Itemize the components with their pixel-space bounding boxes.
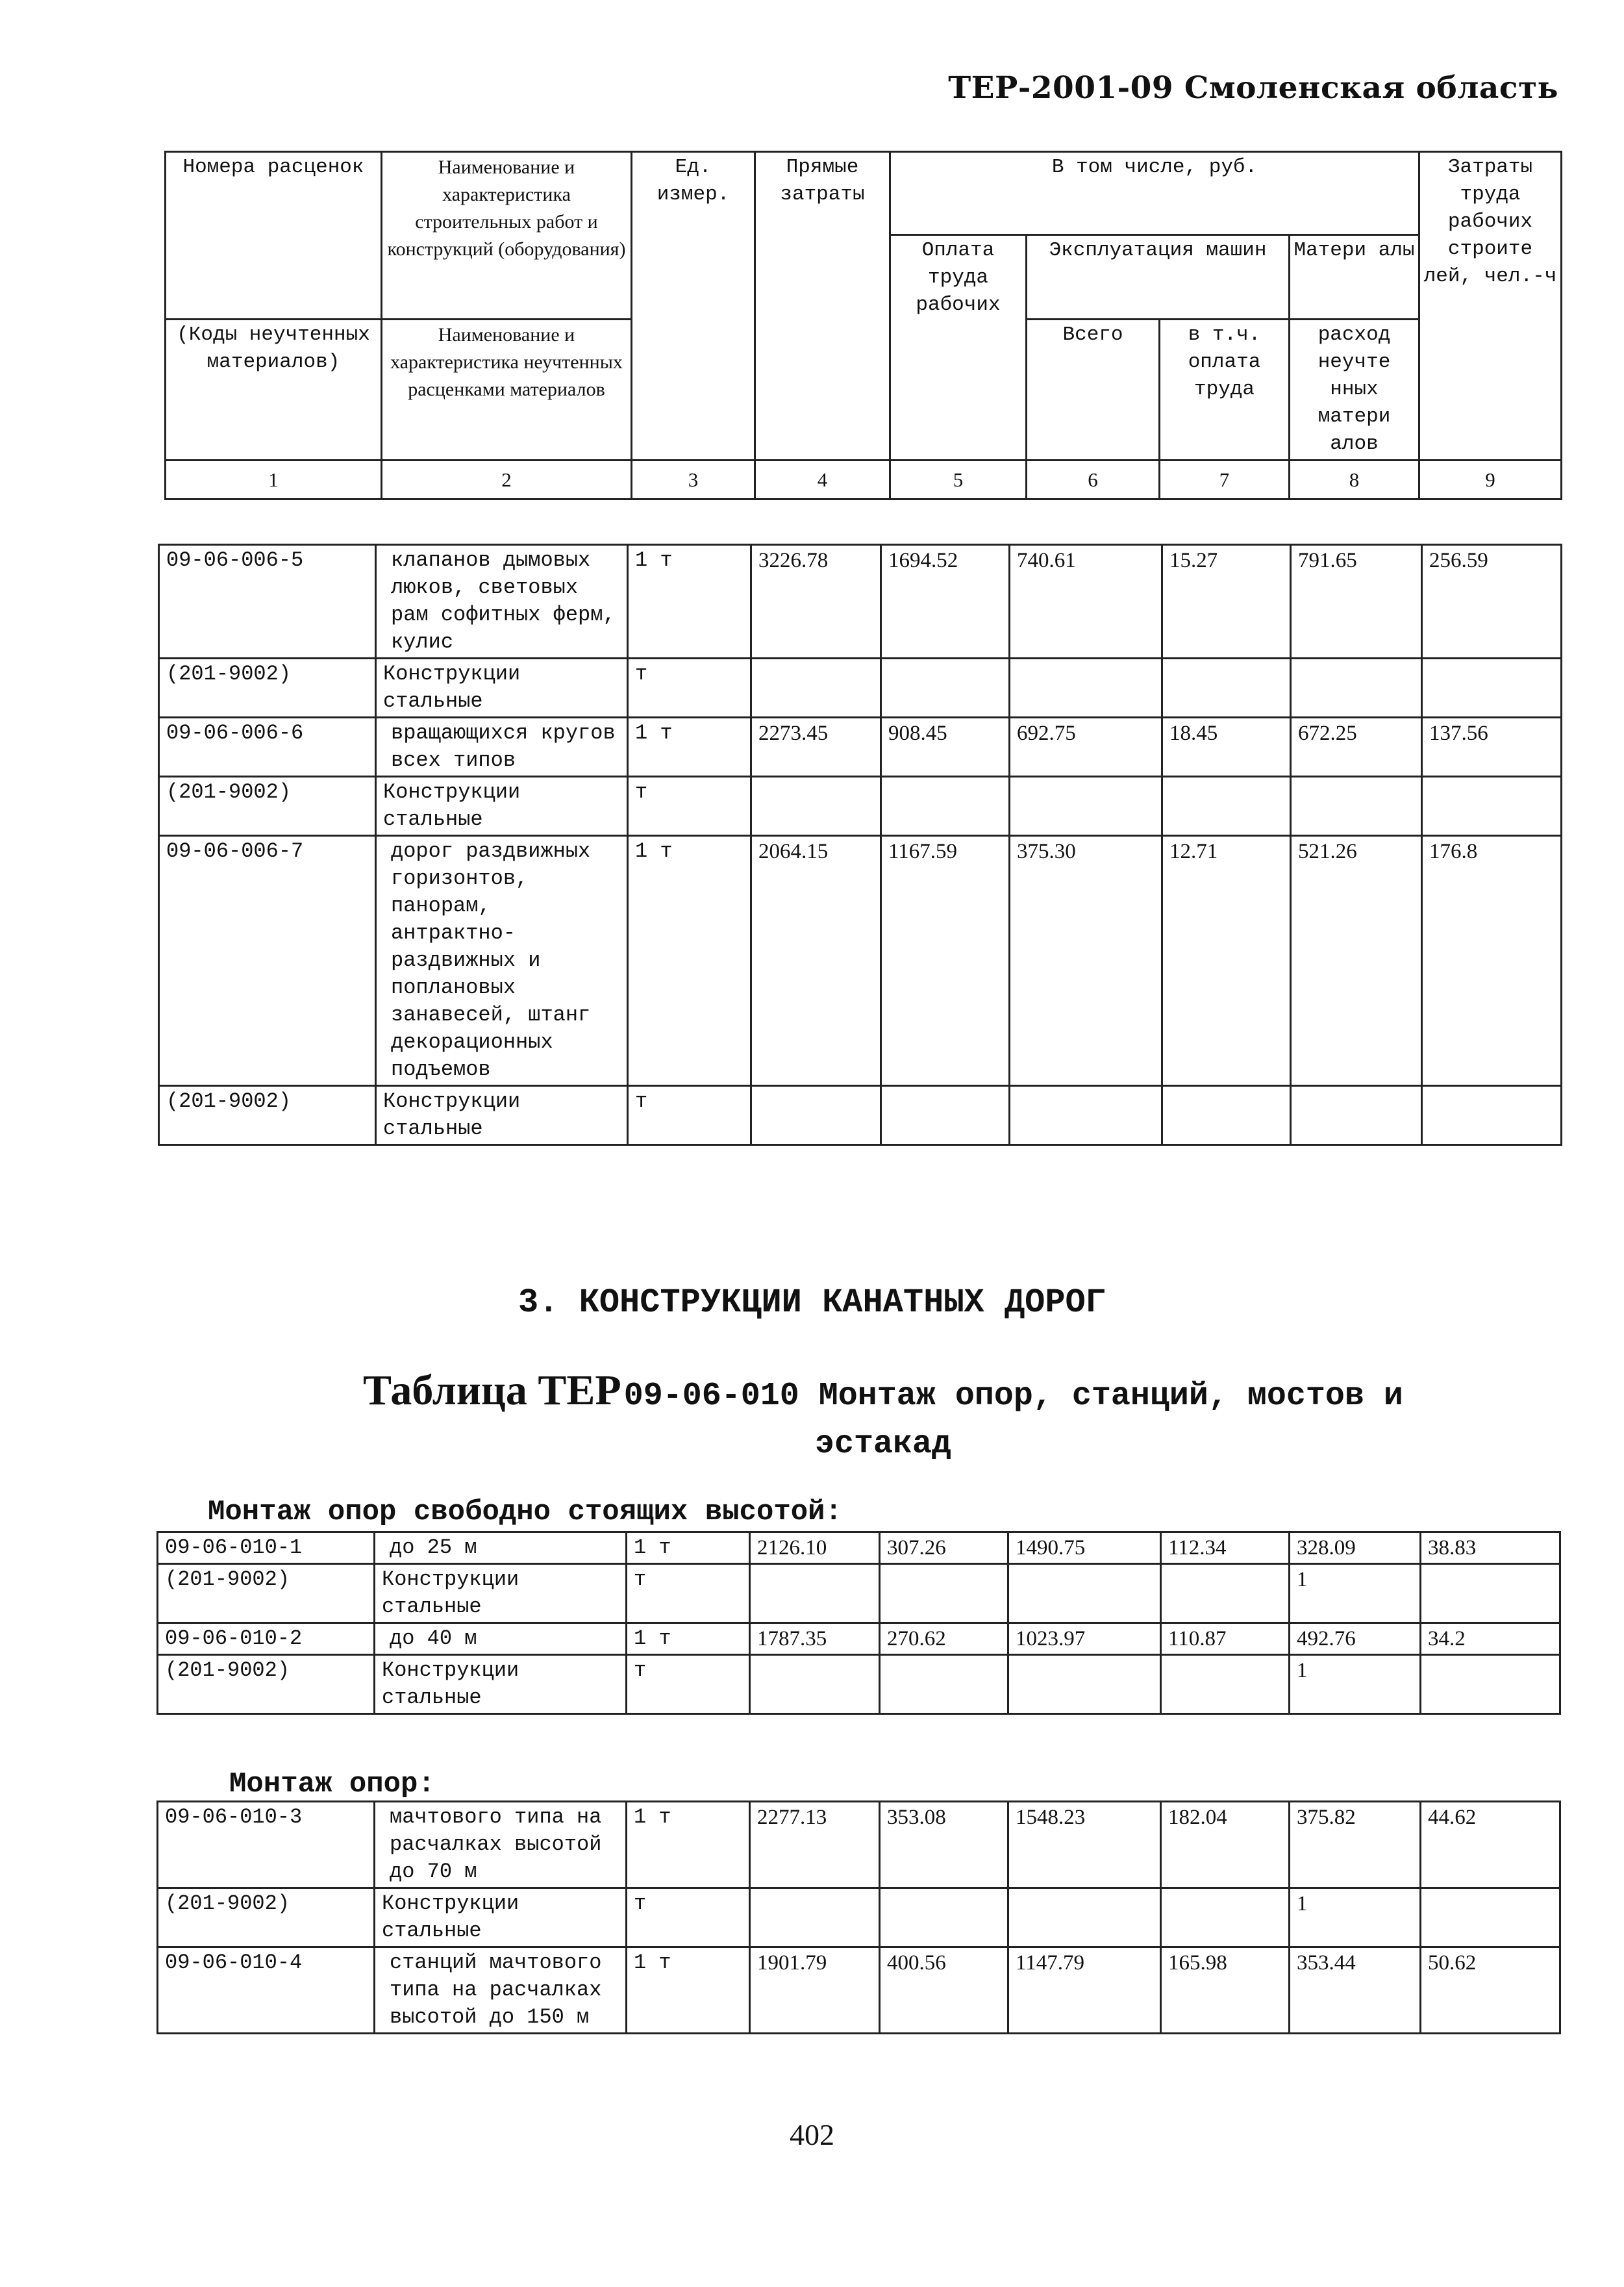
work-name: Конструкции стальные: [375, 1655, 627, 1714]
table-row: [158, 1532, 1560, 1564]
header-machines-labor: в т.ч. оплата труда: [1160, 320, 1290, 461]
table-row: [158, 1623, 1560, 1655]
unit: т: [628, 777, 751, 836]
machines-total: [1010, 777, 1162, 836]
materials: 1: [1290, 1655, 1421, 1714]
unit: т: [627, 1655, 750, 1714]
rates-table-supports: [156, 1801, 1561, 2034]
materials: 353.44: [1290, 1947, 1421, 2034]
materials: 375.82: [1290, 1802, 1421, 1888]
direct-costs: 2126.10: [750, 1532, 880, 1564]
subheading-freestanding: Монтаж опор свободно стоящих высотой:: [208, 1496, 842, 1528]
table-row: [158, 1655, 1560, 1714]
column-number: 6: [1027, 461, 1160, 499]
machines-labor: [1162, 659, 1291, 718]
machines-labor: 182.04: [1161, 1802, 1290, 1888]
table-row: [158, 1564, 1560, 1623]
section-title: 3. КОНСТРУКЦИИ КАНАТНЫХ ДОРОГ: [518, 1283, 1106, 1322]
labor-pay: 353.08: [880, 1802, 1008, 1888]
materials: [1291, 777, 1422, 836]
materials: 1: [1290, 1564, 1421, 1623]
machines-labor: [1161, 1564, 1290, 1623]
unit: 1 т: [628, 545, 751, 659]
direct-costs: 2064.15: [751, 836, 881, 1086]
labor-hours: 176.8: [1422, 836, 1562, 1086]
rate-code: 09-06-006-7: [159, 836, 376, 1086]
direct-costs: 3226.78: [751, 545, 881, 659]
column-number: 5: [890, 461, 1027, 499]
column-number: 1: [166, 461, 382, 499]
machines-labor: 15.27: [1162, 545, 1291, 659]
rate-code: (201-9002): [159, 1086, 376, 1145]
table-row: [158, 1802, 1560, 1888]
unit: 1 т: [627, 1802, 750, 1888]
machines-total: [1010, 659, 1162, 718]
labor-pay: 270.62: [880, 1623, 1008, 1655]
rate-code: 09-06-010-3: [158, 1802, 375, 1888]
work-name: до 25 м: [375, 1532, 627, 1564]
machines-labor: 12.71: [1162, 836, 1291, 1086]
page-number: 402: [790, 2118, 834, 2151]
work-name: Конструкции стальные: [376, 659, 628, 718]
table-row: [159, 718, 1562, 777]
direct-costs: [751, 659, 881, 718]
document-header: ТЕР-2001-09 Смоленская область: [948, 70, 1558, 106]
direct-costs: 2277.13: [750, 1802, 880, 1888]
materials: 672.25: [1291, 718, 1422, 777]
header-labor-hours: Затраты труда рабочих строите лей, чел.-ч: [1419, 152, 1562, 461]
unit: 1 т: [627, 1623, 750, 1655]
column-number: 2: [382, 461, 632, 499]
labor-pay: [881, 1086, 1010, 1145]
materials: [1291, 659, 1422, 718]
machines-total: 1490.75: [1008, 1532, 1161, 1564]
unit: 1 т: [628, 836, 751, 1086]
direct-costs: 2273.45: [751, 718, 881, 777]
labor-pay: [880, 1888, 1008, 1947]
labor-hours: [1422, 777, 1562, 836]
header-unaccounted-materials: Наименование и характеристика неучтенных расценками материалов: [382, 320, 632, 461]
machines-labor: [1161, 1888, 1290, 1947]
labor-pay: 307.26: [880, 1532, 1008, 1564]
header-including: В том числе, руб.: [890, 152, 1419, 235]
header-direct-costs: Прямые затраты: [755, 152, 890, 461]
labor-hours: [1421, 1564, 1560, 1623]
table-row: [159, 1086, 1562, 1145]
materials: 791.65: [1291, 545, 1422, 659]
machines-labor: 165.98: [1161, 1947, 1290, 2034]
direct-costs: [751, 1086, 881, 1145]
rate-code: 09-06-010-2: [158, 1623, 375, 1655]
rate-code: (201-9002): [159, 777, 376, 836]
table-row: [159, 777, 1562, 836]
direct-costs: [750, 1655, 880, 1714]
header-unaccounted-codes: (Коды неучтенных материалов): [166, 320, 382, 461]
unit: 1 т: [627, 1947, 750, 2034]
unit: т: [628, 659, 751, 718]
header-materials: Матери алы: [1290, 235, 1419, 320]
table-row: [158, 1947, 1560, 2034]
machines-total: [1010, 1086, 1162, 1145]
labor-pay: [880, 1564, 1008, 1623]
table-title-word: Таблица ТЕР: [363, 1367, 621, 1414]
machines-total: 1147.79: [1008, 1947, 1161, 2034]
unit: т: [627, 1888, 750, 1947]
column-number: 9: [1419, 461, 1562, 499]
rate-code: (201-9002): [158, 1564, 375, 1623]
header-work-name: Наименование и характеристика строительных работ и конструкций (оборудования): [382, 152, 632, 320]
work-name: станций мачтового типа на расчалках высотой до 150 м: [375, 1947, 627, 2034]
labor-pay: 1167.59: [881, 836, 1010, 1086]
machines-total: [1008, 1655, 1161, 1714]
table-title: [247, 1369, 1519, 1471]
work-name: вращающихся кругов всех типов: [376, 718, 628, 777]
machines-labor: 18.45: [1162, 718, 1291, 777]
labor-pay: [881, 659, 1010, 718]
machines-total: 375.30: [1010, 836, 1162, 1086]
labor-pay: 400.56: [880, 1947, 1008, 2034]
direct-costs: [751, 777, 881, 836]
machines-labor: [1162, 777, 1291, 836]
labor-pay: [881, 777, 1010, 836]
machines-total: 1548.23: [1008, 1802, 1161, 1888]
direct-costs: 1787.35: [750, 1623, 880, 1655]
machines-total: 692.75: [1010, 718, 1162, 777]
rate-code: (201-9002): [158, 1888, 375, 1947]
machines-labor: 110.87: [1161, 1623, 1290, 1655]
table-title-text: 09-06-010 Монтаж опор, станций, мостов и: [623, 1378, 1403, 1415]
work-name: Конструкции стальные: [375, 1564, 627, 1623]
labor-hours: 38.83: [1421, 1532, 1560, 1564]
header-unaccounted-usage: расход неучте нных матери алов: [1290, 320, 1419, 461]
rate-code: (201-9002): [159, 659, 376, 718]
table-row: [159, 836, 1562, 1086]
machines-labor: [1161, 1655, 1290, 1714]
header-machines-total: Всего: [1027, 320, 1160, 461]
unit: т: [627, 1564, 750, 1623]
unit: 1 т: [628, 718, 751, 777]
labor-hours: 44.62: [1421, 1802, 1560, 1888]
machines-labor: [1162, 1086, 1291, 1145]
labor-hours: [1422, 1086, 1562, 1145]
column-number: 8: [1290, 461, 1419, 499]
work-name: Конструкции стальные: [375, 1888, 627, 1947]
direct-costs: 1901.79: [750, 1947, 880, 2034]
materials: 328.09: [1290, 1532, 1421, 1564]
labor-pay: 1694.52: [881, 545, 1010, 659]
machines-total: [1008, 1888, 1161, 1947]
table-row: [159, 659, 1562, 718]
work-name: клапанов дымовых люков, световых рам софитных ферм, кулис: [376, 545, 628, 659]
column-number: 7: [1160, 461, 1290, 499]
rate-code: 09-06-006-5: [159, 545, 376, 659]
direct-costs: [750, 1888, 880, 1947]
machines-total: 1023.97: [1008, 1623, 1161, 1655]
table-row: [159, 545, 1562, 659]
unit: 1 т: [627, 1532, 750, 1564]
materials: 492.76: [1290, 1623, 1421, 1655]
labor-hours: [1421, 1655, 1560, 1714]
labor-hours: 50.62: [1421, 1947, 1560, 2034]
work-name: до 40 м: [375, 1623, 627, 1655]
column-number: 4: [755, 461, 890, 499]
direct-costs: [750, 1564, 880, 1623]
labor-hours: 137.56: [1422, 718, 1562, 777]
table-row: [158, 1888, 1560, 1947]
rate-code: (201-9002): [158, 1655, 375, 1714]
labor-pay: 908.45: [881, 718, 1010, 777]
header-labor-pay: Оплата труда рабочих: [890, 235, 1027, 461]
work-name: дорог раздвижных горизонтов, панорам, антрактно-раздвижных и поплановых занавесей, штанг декорационных подъемов: [376, 836, 628, 1086]
table-title-text-cont: эстакад: [814, 1426, 952, 1463]
machines-labor: 112.34: [1161, 1532, 1290, 1564]
labor-hours: [1421, 1888, 1560, 1947]
work-name: мачтового типа на расчалках высотой до 70 м: [375, 1802, 627, 1888]
machines-total: [1008, 1564, 1161, 1623]
materials: 521.26: [1291, 836, 1422, 1086]
column-number: 3: [632, 461, 755, 499]
column-header-table: [164, 151, 1562, 500]
rate-code: 09-06-010-4: [158, 1947, 375, 2034]
work-name: Конструкции стальные: [376, 777, 628, 836]
rate-code: 09-06-010-1: [158, 1532, 375, 1564]
header-machines: Эксплуатация машин: [1027, 235, 1290, 320]
machines-total: 740.61: [1010, 545, 1162, 659]
labor-hours: 34.2: [1421, 1623, 1560, 1655]
header-unit: Ед. измер.: [632, 152, 755, 461]
header-rate-numbers: Номера расценок: [166, 152, 382, 320]
rate-code: 09-06-006-6: [159, 718, 376, 777]
materials: [1291, 1086, 1422, 1145]
rates-table-freestanding: [156, 1531, 1561, 1715]
rates-table-09-06-006: [158, 544, 1562, 1146]
subheading-supports: Монтаж опор:: [229, 1768, 435, 1801]
labor-hours: [1422, 659, 1562, 718]
labor-pay: [880, 1655, 1008, 1714]
unit: т: [628, 1086, 751, 1145]
work-name: Конструкции стальные: [376, 1086, 628, 1145]
materials: 1: [1290, 1888, 1421, 1947]
labor-hours: 256.59: [1422, 545, 1562, 659]
